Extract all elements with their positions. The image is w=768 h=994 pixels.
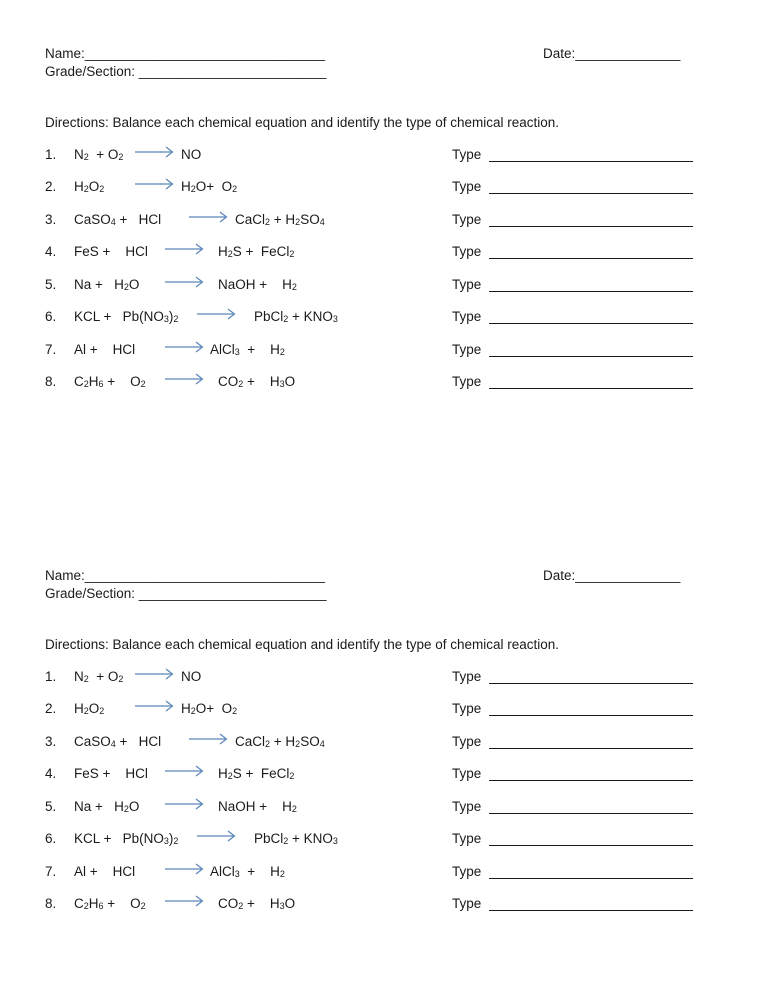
equation-number: 6. bbox=[45, 831, 57, 846]
reaction-arrow-icon bbox=[188, 731, 228, 745]
subscript: 2 bbox=[173, 314, 179, 324]
equation-row bbox=[0, 309, 768, 329]
directions-text: Directions: Balance each chemical equation and identify the type of chemical reaction. bbox=[45, 637, 560, 652]
subscript: 2 bbox=[140, 379, 146, 389]
subscript: 2 bbox=[238, 901, 244, 911]
type-label: Type bbox=[452, 734, 482, 749]
type-answer-field[interactable] bbox=[489, 356, 693, 357]
subscript: 6 bbox=[98, 901, 104, 911]
formula-text: H bbox=[181, 701, 191, 716]
subscript: 2 bbox=[295, 739, 301, 749]
formula-text: + H bbox=[239, 342, 280, 357]
products bbox=[210, 342, 285, 357]
subscript: 3 bbox=[234, 869, 240, 879]
reaction-arrow-icon bbox=[164, 241, 204, 255]
worksheet-top bbox=[0, 0, 768, 400]
type-answer-field[interactable] bbox=[489, 323, 693, 324]
products bbox=[218, 799, 297, 814]
type-label: Type bbox=[452, 701, 482, 716]
formula-text: AlCl bbox=[210, 342, 235, 357]
equation-number: 1. bbox=[45, 669, 57, 684]
products bbox=[181, 701, 237, 716]
formula-text: Na + H bbox=[74, 277, 124, 292]
formula-text: SO bbox=[300, 212, 320, 227]
reactants bbox=[74, 831, 178, 846]
type-label: Type bbox=[452, 277, 482, 292]
formula-text: + O bbox=[103, 374, 141, 389]
subscript: 4 bbox=[110, 739, 116, 749]
equation-number: 4. bbox=[45, 244, 57, 259]
subscript: 2 bbox=[99, 706, 105, 716]
equation-number: 4. bbox=[45, 766, 57, 781]
formula-text: H bbox=[74, 701, 84, 716]
type-answer-field[interactable] bbox=[489, 748, 693, 749]
type-label: Type bbox=[452, 669, 482, 684]
grade-section-field[interactable]: Grade/Section: _________________________ bbox=[45, 64, 327, 79]
equation-row bbox=[0, 766, 768, 786]
formula-text: + H bbox=[243, 896, 280, 911]
reaction-arrow-icon bbox=[134, 144, 174, 158]
type-label: Type bbox=[452, 309, 482, 324]
products bbox=[218, 374, 295, 389]
reactants bbox=[74, 179, 104, 194]
equation-row bbox=[0, 831, 768, 851]
formula-text: N bbox=[74, 147, 84, 162]
subscript: 2 bbox=[289, 249, 295, 259]
reactants bbox=[74, 244, 148, 259]
type-answer-field[interactable] bbox=[489, 258, 693, 259]
subscript: 4 bbox=[319, 739, 325, 749]
subscript: 2 bbox=[232, 706, 238, 716]
equation-number: 6. bbox=[45, 309, 57, 324]
products bbox=[235, 734, 325, 749]
formula-text: CaSO bbox=[74, 212, 111, 227]
formula-text: CaCl bbox=[235, 212, 266, 227]
formula-text: FeS + HCl bbox=[74, 766, 148, 781]
type-answer-field[interactable] bbox=[489, 388, 693, 389]
formula-text: + O bbox=[88, 147, 119, 162]
equation-number: 7. bbox=[45, 342, 57, 357]
products bbox=[218, 277, 297, 292]
formula-text: H bbox=[74, 179, 84, 194]
type-label: Type bbox=[452, 342, 482, 357]
subscript: 2 bbox=[83, 901, 89, 911]
products bbox=[218, 766, 294, 781]
type-label: Type bbox=[452, 244, 482, 259]
subscript: 2 bbox=[140, 901, 146, 911]
equation-row bbox=[0, 864, 768, 884]
subscript: 3 bbox=[332, 836, 338, 846]
reactants bbox=[74, 342, 135, 357]
worksheet-bottom bbox=[0, 522, 768, 922]
formula-text: NO bbox=[181, 147, 202, 162]
formula-text: NaOH + H bbox=[218, 277, 292, 292]
subscript: 2 bbox=[291, 804, 297, 814]
formula-text: O bbox=[284, 374, 296, 389]
formula-text: + H bbox=[270, 212, 296, 227]
formula-text: + H bbox=[239, 864, 280, 879]
reaction-arrow-icon bbox=[196, 828, 236, 842]
subscript: 2 bbox=[265, 739, 271, 749]
subscript: 2 bbox=[283, 836, 289, 846]
subscript: 2 bbox=[118, 152, 124, 162]
equation-row bbox=[0, 799, 768, 819]
formula-text: SO bbox=[300, 734, 320, 749]
subscript: 2 bbox=[173, 836, 179, 846]
formula-text: PbCl bbox=[254, 309, 284, 324]
equation-row bbox=[0, 212, 768, 232]
type-label: Type bbox=[452, 179, 482, 194]
equation-row bbox=[0, 374, 768, 394]
directions-text: Directions: Balance each chemical equation and identify the type of chemical reaction. bbox=[45, 115, 560, 130]
subscript: 2 bbox=[190, 706, 196, 716]
subscript: 2 bbox=[227, 249, 233, 259]
date-field[interactable]: Date:______________ bbox=[543, 46, 681, 61]
formula-text: ) bbox=[168, 831, 174, 846]
date-field[interactable]: Date:______________ bbox=[543, 568, 681, 583]
grade-section-field[interactable]: Grade/Section: _________________________ bbox=[45, 586, 327, 601]
type-answer-field[interactable] bbox=[489, 813, 693, 814]
equation-number: 8. bbox=[45, 374, 57, 389]
formula-text: O bbox=[128, 799, 140, 814]
products bbox=[181, 179, 237, 194]
formula-text: N bbox=[74, 669, 84, 684]
formula-text: H bbox=[181, 179, 191, 194]
formula-text: + O bbox=[103, 896, 141, 911]
equation-number: 2. bbox=[45, 179, 57, 194]
subscript: 2 bbox=[83, 674, 89, 684]
formula-text: O+ O bbox=[195, 179, 233, 194]
equation-row bbox=[0, 734, 768, 754]
subscript: 2 bbox=[279, 869, 285, 879]
equation-number: 3. bbox=[45, 212, 57, 227]
equation-row bbox=[0, 179, 768, 199]
formula-text: + H bbox=[270, 734, 296, 749]
formula-text: + KNO bbox=[288, 309, 333, 324]
subscript: 2 bbox=[295, 217, 301, 227]
type-answer-field[interactable] bbox=[489, 291, 693, 292]
formula-text: H bbox=[218, 244, 228, 259]
reaction-arrow-icon bbox=[134, 666, 174, 680]
reaction-arrow-icon bbox=[164, 893, 204, 907]
reactants bbox=[74, 374, 146, 389]
products bbox=[235, 212, 325, 227]
formula-text: H bbox=[88, 896, 99, 911]
type-label: Type bbox=[452, 799, 482, 814]
equation-row bbox=[0, 244, 768, 264]
formula-text: CaSO bbox=[74, 734, 111, 749]
subscript: 2 bbox=[123, 804, 129, 814]
subscript: 6 bbox=[98, 379, 104, 389]
formula-text: FeS + HCl bbox=[74, 244, 148, 259]
formula-text: C bbox=[74, 896, 84, 911]
subscript: 2 bbox=[291, 282, 297, 292]
subscript: 2 bbox=[83, 379, 89, 389]
name-field[interactable]: Name:________________________________ bbox=[45, 46, 326, 61]
reactants bbox=[74, 734, 161, 749]
formula-text: NO bbox=[181, 669, 202, 684]
equation-row bbox=[0, 277, 768, 297]
type-answer-field[interactable] bbox=[489, 161, 693, 162]
products bbox=[254, 309, 338, 324]
formula-text: PbCl bbox=[254, 831, 284, 846]
formula-text: O+ O bbox=[195, 701, 233, 716]
type-answer-field[interactable] bbox=[489, 226, 693, 227]
formula-text: + HCl bbox=[115, 212, 162, 227]
formula-text: ) bbox=[168, 309, 174, 324]
reactants bbox=[74, 799, 139, 814]
reactants bbox=[74, 147, 123, 162]
formula-text: O bbox=[88, 701, 100, 716]
reaction-arrow-icon bbox=[164, 861, 204, 875]
subscript: 2 bbox=[283, 314, 289, 324]
formula-text: Al + HCl bbox=[74, 864, 136, 879]
equation-row bbox=[0, 896, 768, 916]
type-answer-field[interactable] bbox=[489, 193, 693, 194]
equation-row bbox=[0, 342, 768, 362]
reaction-arrow-icon bbox=[134, 176, 174, 190]
equation-row bbox=[0, 147, 768, 167]
formula-text: H bbox=[88, 374, 99, 389]
reactants bbox=[74, 669, 123, 684]
equation-number: 7. bbox=[45, 864, 57, 879]
reactants bbox=[74, 277, 139, 292]
equation-number: 5. bbox=[45, 277, 57, 292]
type-label: Type bbox=[452, 147, 482, 162]
formula-text: S + FeCl bbox=[232, 766, 290, 781]
reaction-arrow-icon bbox=[164, 274, 204, 288]
products bbox=[210, 864, 285, 879]
type-answer-field[interactable] bbox=[489, 878, 693, 879]
reactants bbox=[74, 212, 161, 227]
subscript: 2 bbox=[190, 184, 196, 194]
subscript: 2 bbox=[227, 771, 233, 781]
formula-text: O bbox=[284, 896, 296, 911]
subscript: 2 bbox=[238, 379, 244, 389]
formula-text: AlCl bbox=[210, 864, 235, 879]
subscript: 3 bbox=[163, 314, 169, 324]
subscript: 3 bbox=[279, 901, 285, 911]
formula-text: Al + HCl bbox=[74, 342, 136, 357]
type-label: Type bbox=[452, 766, 482, 781]
formula-text: H bbox=[218, 766, 228, 781]
subscript: 3 bbox=[332, 314, 338, 324]
equation-row bbox=[0, 669, 768, 689]
subscript: 2 bbox=[289, 771, 295, 781]
equation-number: 8. bbox=[45, 896, 57, 911]
type-answer-field[interactable] bbox=[489, 780, 693, 781]
reaction-arrow-icon bbox=[164, 763, 204, 777]
type-answer-field[interactable] bbox=[489, 845, 693, 846]
subscript: 2 bbox=[118, 674, 124, 684]
subscript: 2 bbox=[265, 217, 271, 227]
equation-number: 5. bbox=[45, 799, 57, 814]
subscript: 2 bbox=[83, 152, 89, 162]
reactants bbox=[74, 701, 104, 716]
reaction-arrow-icon bbox=[164, 371, 204, 385]
reactants bbox=[74, 766, 148, 781]
reaction-arrow-icon bbox=[188, 209, 228, 223]
formula-text: + HCl bbox=[115, 734, 162, 749]
subscript: 3 bbox=[234, 347, 240, 357]
equation-number: 1. bbox=[45, 147, 57, 162]
products bbox=[181, 669, 201, 684]
type-label: Type bbox=[452, 212, 482, 227]
equation-number: 2. bbox=[45, 701, 57, 716]
reaction-arrow-icon bbox=[164, 796, 204, 810]
subscript: 2 bbox=[83, 706, 89, 716]
subscript: 2 bbox=[232, 184, 238, 194]
formula-text: CO bbox=[218, 374, 239, 389]
subscript: 3 bbox=[163, 836, 169, 846]
type-label: Type bbox=[452, 896, 482, 911]
reactants bbox=[74, 896, 146, 911]
type-label: Type bbox=[452, 864, 482, 879]
type-answer-field[interactable] bbox=[489, 683, 693, 684]
products bbox=[181, 147, 201, 162]
formula-text: KCL + Pb(NO bbox=[74, 831, 164, 846]
subscript: 2 bbox=[83, 184, 89, 194]
formula-text: O bbox=[128, 277, 140, 292]
reactants bbox=[74, 309, 178, 324]
formula-text: CaCl bbox=[235, 734, 266, 749]
reaction-arrow-icon bbox=[134, 698, 174, 712]
formula-text: NaOH + H bbox=[218, 799, 292, 814]
subscript: 4 bbox=[110, 217, 116, 227]
products bbox=[254, 831, 338, 846]
type-answer-field[interactable] bbox=[489, 715, 693, 716]
type-answer-field[interactable] bbox=[489, 910, 693, 911]
subscript: 2 bbox=[279, 347, 285, 357]
reaction-arrow-icon bbox=[196, 306, 236, 320]
reactants bbox=[74, 864, 135, 879]
formula-text: O bbox=[88, 179, 100, 194]
name-field[interactable]: Name:________________________________ bbox=[45, 568, 326, 583]
subscript: 3 bbox=[279, 379, 285, 389]
formula-text: KCL + Pb(NO bbox=[74, 309, 164, 324]
formula-text: + O bbox=[88, 669, 119, 684]
equation-row bbox=[0, 701, 768, 721]
reaction-arrow-icon bbox=[164, 339, 204, 353]
type-label: Type bbox=[452, 374, 482, 389]
subscript: 4 bbox=[319, 217, 325, 227]
subscript: 2 bbox=[99, 184, 105, 194]
formula-text: Na + H bbox=[74, 799, 124, 814]
products bbox=[218, 244, 294, 259]
products bbox=[218, 896, 295, 911]
subscript: 2 bbox=[123, 282, 129, 292]
formula-text: + KNO bbox=[288, 831, 333, 846]
formula-text: S + FeCl bbox=[232, 244, 290, 259]
formula-text: + H bbox=[243, 374, 280, 389]
formula-text: C bbox=[74, 374, 84, 389]
type-label: Type bbox=[452, 831, 482, 846]
equation-number: 3. bbox=[45, 734, 57, 749]
formula-text: CO bbox=[218, 896, 239, 911]
